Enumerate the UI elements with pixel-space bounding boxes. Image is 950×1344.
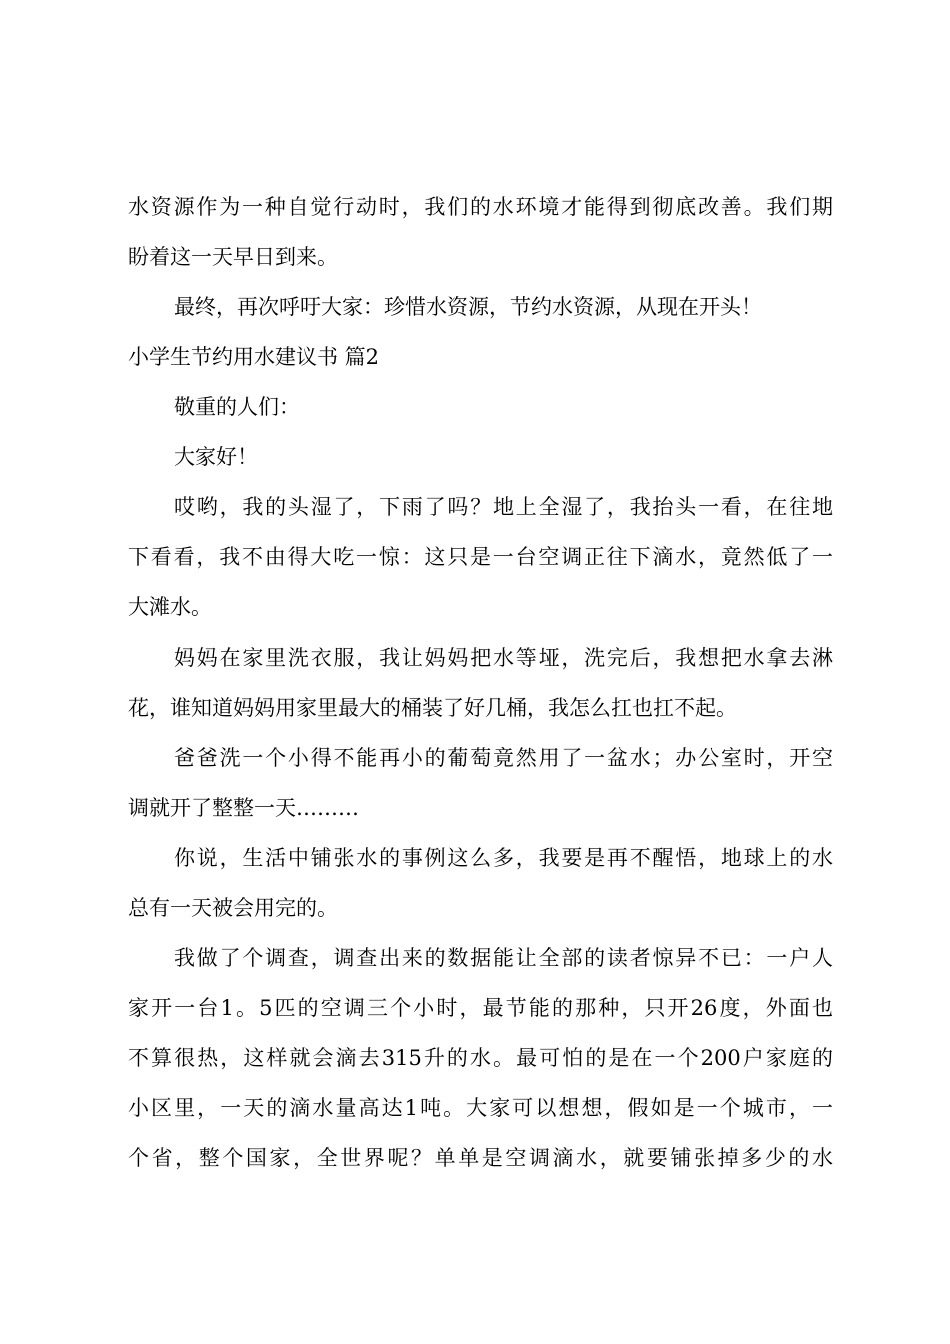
paragraph-line: 水资源作为一种自觉行动时，我们的水环境才能得到彻底改善。我们期 [128, 195, 833, 219]
paragraph-line: 大滩水。 [128, 595, 212, 619]
paragraph-line: 不算很热，这样就会滴去315升的水。最可怕的是在一个200户家庭的 [128, 1046, 833, 1070]
paragraph-line: 花，谁知道妈妈用家里最大的桶装了好几桶，我怎么扛也扛不起。 [128, 696, 737, 720]
paragraph-line: 爸爸洗一个小得不能再小的葡萄竟然用了一盆水；办公室时，开空 [174, 746, 833, 770]
paragraph-line: 家开一台1。5匹的空调三个小时，最节能的那种，只开26度，外面也 [128, 996, 833, 1020]
paragraph-line: 小区里，一天的滴水量高达1吨。大家可以想想，假如是一个城市，一 [128, 1096, 833, 1120]
paragraph-line: 下看看，我不由得大吃一惊：这只是一台空调正往下滴水，竟然低了一 [128, 545, 833, 569]
section-title: 小学生节约用水建议书 篇2 [128, 345, 380, 369]
paragraph-line: 盼着这一天早日到来。 [128, 245, 338, 269]
paragraph-line: 总有一天被会用完的。 [128, 896, 338, 920]
paragraph-line: 个省，整个国家，全世界呢？单单是空调滴水，就要铺张掉多少的水 [128, 1146, 833, 1170]
paragraph-line: 调就开了整整一天……… [128, 796, 359, 820]
paragraph-line: 最终，再次呼吁大家：珍惜水资源，节约水资源，从现在开头！ [174, 295, 762, 319]
paragraph-line: 哎哟，我的头湿了，下雨了吗？地上全湿了，我抬头一看，在往地 [174, 495, 833, 519]
salutation: 敬重的人们： [174, 395, 300, 419]
paragraph-line: 你说，生活中铺张水的事例这么多，我要是再不醒悟，地球上的水 [174, 846, 833, 870]
greeting: 大家好！ [174, 445, 258, 469]
paragraph-line: 我做了个调查，调查出来的数据能让全部的读者惊异不已：一户人 [174, 946, 833, 970]
paragraph-line: 妈妈在家里洗衣服，我让妈妈把水等垭，洗完后，我想把水拿去淋 [174, 646, 833, 670]
